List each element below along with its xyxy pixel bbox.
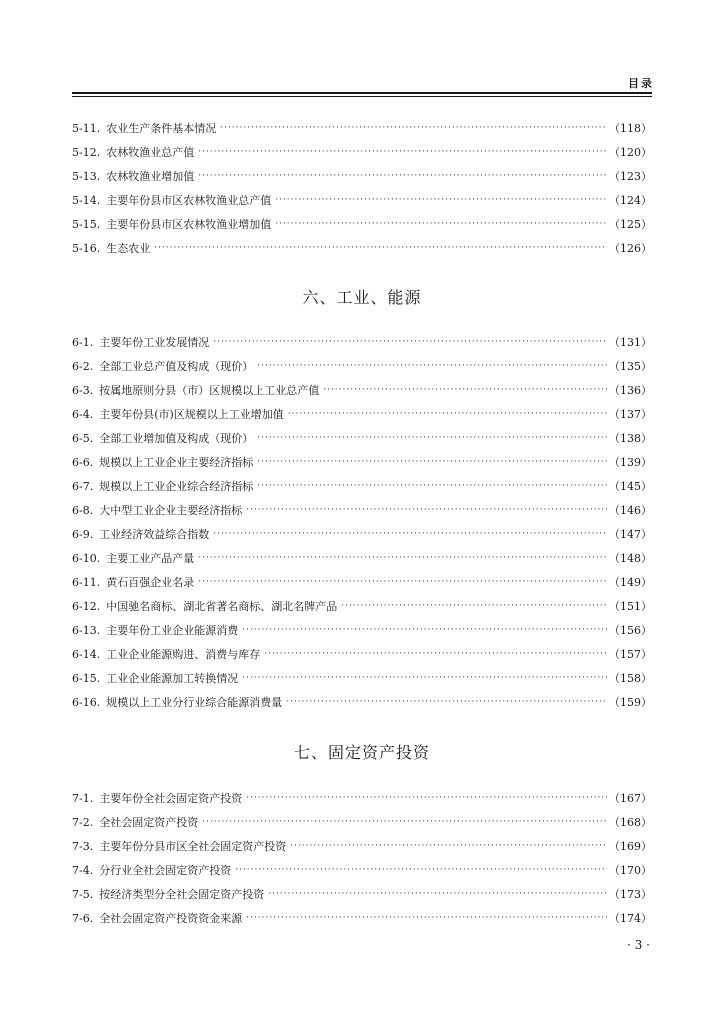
toc-entry-number: 6-11. <box>72 575 101 589</box>
toc-leader-dots <box>198 553 607 563</box>
toc-entry-number: 6-13. <box>72 623 101 637</box>
toc-leader-dots <box>242 625 607 635</box>
toc-entry[interactable] <box>72 810 652 834</box>
toc-entry-number: 6-4. <box>72 407 94 421</box>
toc-entry-title: 全部工业增加值及构成（现价） <box>99 432 254 445</box>
toc-entry[interactable] <box>72 642 652 666</box>
toc-entry-page: （173） <box>609 888 652 901</box>
toc-entry[interactable] <box>72 570 652 594</box>
header-label: 目录 <box>628 77 654 90</box>
toc-entry-page: （169） <box>609 840 652 853</box>
toc-entry-title: 大中型工业企业主要经济指标 <box>99 504 243 517</box>
toc-entry-title: 规模以上工业分行业综合能源消费量 <box>106 696 283 709</box>
toc-entry[interactable] <box>72 786 652 810</box>
toc-leader-dots <box>341 601 607 611</box>
toc-leader-dots <box>198 577 607 587</box>
toc-leader-dots <box>246 793 607 803</box>
toc-leader-dots <box>290 841 607 851</box>
toc-entry-page: （139） <box>609 456 652 469</box>
toc-entry-page: （146） <box>609 504 652 517</box>
toc-leader-dots <box>264 649 607 659</box>
toc-leader-dots <box>288 409 607 419</box>
toc-entry-page: （147） <box>609 528 652 541</box>
toc-entry-number: 7-6. <box>72 911 94 925</box>
toc-entry[interactable] <box>72 426 652 450</box>
toc-leader-dots <box>198 147 607 157</box>
toc-leader-dots <box>257 361 607 371</box>
toc-entry-page: （145） <box>609 480 652 493</box>
toc-entry-number: 6-8. <box>72 503 94 517</box>
toc-entry-page: （138） <box>609 432 652 445</box>
toc-entry-number: 6-9. <box>72 527 94 541</box>
toc-entry-number: 7-4. <box>72 863 94 877</box>
toc-entry[interactable] <box>72 378 652 402</box>
toc-entry-page: （159） <box>609 696 652 709</box>
toc-entry-page: （148） <box>609 552 652 565</box>
toc-entry-title: 规模以上工业企业主要经济指标 <box>99 456 254 469</box>
toc-entry-number: 7-5. <box>72 887 94 901</box>
toc-section-6 <box>72 330 652 714</box>
toc-entry-title: 工业企业能源购进、消费与库存 <box>106 648 261 661</box>
toc-entry-page: （174） <box>609 912 652 925</box>
toc-leader-dots <box>286 697 607 707</box>
toc-section-7 <box>72 786 652 930</box>
toc-entry-number: 7-2. <box>72 815 94 829</box>
toc-leader-dots <box>213 337 607 347</box>
toc-entry-title: 按经济类型分全社会固定资产投资 <box>99 888 265 901</box>
toc-entry-number: 5-11. <box>72 121 101 135</box>
toc-entry[interactable] <box>72 690 652 714</box>
toc-leader-dots <box>235 865 607 875</box>
toc-entry-title: 黄石百强企业名录 <box>106 576 195 589</box>
toc-entry-page: （125） <box>609 218 652 231</box>
toc-entry-page: （123） <box>609 170 652 183</box>
toc-entry-title: 主要年份工业企业能源消费 <box>106 624 239 637</box>
toc-entry-title: 全社会固定资产投资 <box>99 816 199 829</box>
toc-section-5 <box>72 116 652 260</box>
toc-entry-number: 6-5. <box>72 431 94 445</box>
toc-leader-dots <box>154 243 607 253</box>
toc-entry-title: 工业经济效益综合指数 <box>99 528 210 541</box>
toc-entry[interactable] <box>72 882 652 906</box>
toc-entry-number: 6-12. <box>72 599 101 613</box>
toc-entry-number: 6-6. <box>72 455 94 469</box>
toc-entry-page: （158） <box>609 672 652 685</box>
toc-entry-page: （151） <box>609 600 652 613</box>
toc-leader-dots <box>257 481 607 491</box>
toc-leader-dots <box>246 505 607 515</box>
toc-entry[interactable] <box>72 834 652 858</box>
toc-entry-number: 6-16. <box>72 695 101 709</box>
toc-entry[interactable] <box>72 140 652 164</box>
page-number: · 3 · <box>627 938 650 952</box>
toc-entry-number: 6-10. <box>72 551 101 565</box>
toc-entry[interactable] <box>72 212 652 236</box>
toc-leader-dots <box>275 195 607 205</box>
toc-entry-number: 6-3. <box>72 383 94 397</box>
toc-entry-title: 生态农业 <box>106 242 151 255</box>
toc-entry[interactable] <box>72 906 652 930</box>
toc-entry[interactable] <box>72 618 652 642</box>
toc-entry-page: （137） <box>609 408 652 421</box>
toc-entry-number: 6-15. <box>72 671 101 685</box>
toc-entry-title: 按属地原则分县（市）区规模以上工业总产值 <box>99 384 320 397</box>
toc-entry-title: 规模以上工业企业综合经济指标 <box>99 480 254 493</box>
toc-entry[interactable] <box>72 546 652 570</box>
toc-entry-page: （131） <box>609 336 652 349</box>
toc-entry-page: （120） <box>609 146 652 159</box>
toc-entry-title: 分行业全社会固定资产投资 <box>99 864 232 877</box>
toc-leader-dots <box>323 385 607 395</box>
toc-entry-title: 主要年份县(市)区规模以上工业增加值 <box>99 408 284 421</box>
toc-entry[interactable] <box>72 188 652 212</box>
toc-entry-title: 中国驰名商标、湖北省著名商标、湖北名牌产品 <box>106 600 338 613</box>
toc-entry-number: 6-14. <box>72 647 101 661</box>
toc-entry-page: （168） <box>609 816 652 829</box>
toc-entry[interactable] <box>72 474 652 498</box>
toc-leader-dots <box>242 673 607 683</box>
toc-entry-title: 主要年份工业发展情况 <box>99 336 210 349</box>
toc-entry-number: 5-12. <box>72 145 101 159</box>
toc-leader-dots <box>198 171 607 181</box>
toc-entry-number: 7-3. <box>72 839 94 853</box>
toc-entry-page: （156） <box>609 624 652 637</box>
toc-entry-page: （118） <box>609 122 652 135</box>
toc-entry-page: （124） <box>609 194 652 207</box>
toc-entry-number: 5-14. <box>72 193 101 207</box>
toc-entry[interactable] <box>72 402 652 426</box>
toc-entry-title: 主要年份县市区农林牧渔业总产值 <box>106 194 272 207</box>
toc-entry-title: 全社会固定资产投资资金来源 <box>99 912 243 925</box>
toc-entry-number: 5-13. <box>72 169 101 183</box>
toc-leader-dots <box>268 889 607 899</box>
toc-entry-page: （149） <box>609 576 652 589</box>
toc-entry[interactable] <box>72 666 652 690</box>
toc-entry-number: 5-15. <box>72 217 101 231</box>
toc-entry[interactable] <box>72 354 652 378</box>
toc-entry-page: （135） <box>609 360 652 373</box>
toc-entry-page: （136） <box>609 384 652 397</box>
toc-leader-dots <box>257 433 607 443</box>
section-heading-industry: 六、工业、能源 <box>302 288 422 307</box>
toc-entry[interactable] <box>72 858 652 882</box>
toc-entry-number: 6-7. <box>72 479 94 493</box>
toc-entry-number: 6-1. <box>72 335 94 349</box>
toc-entry-page: （167） <box>609 792 652 805</box>
toc-entry-title: 工业企业能源加工转换情况 <box>106 672 239 685</box>
toc-leader-dots <box>202 817 607 827</box>
toc-entry-title: 农林牧渔业增加值 <box>106 170 195 183</box>
toc-entry[interactable] <box>72 236 652 260</box>
toc-entry-number: 6-2. <box>72 359 94 373</box>
toc-entry-title: 主要年份县市区农林牧渔业增加值 <box>106 218 272 231</box>
toc-entry-number: 5-16. <box>72 241 101 255</box>
toc-entry[interactable] <box>72 330 652 354</box>
toc-entry-page: （126） <box>609 242 652 255</box>
toc-entry[interactable] <box>72 450 652 474</box>
toc-entry[interactable] <box>72 498 652 522</box>
toc-entry-page: （170） <box>609 864 652 877</box>
header-rule-thin <box>72 96 652 97</box>
toc-entry-title: 农业生产条件基本情况 <box>106 122 217 135</box>
toc-leader-dots <box>257 457 607 467</box>
toc-entry[interactable] <box>72 164 652 188</box>
section-heading-fixed-asset-investment: 七、固定资产投资 <box>293 743 430 762</box>
toc-entry-number: 7-1. <box>72 791 94 805</box>
toc-entry-title: 主要年份分县市区全社会固定资产投资 <box>99 840 287 853</box>
toc-entry-title: 主要工业产品产量 <box>106 552 195 565</box>
toc-entry-title: 主要年份全社会固定资产投资 <box>99 792 243 805</box>
toc-leader-dots <box>246 913 607 923</box>
header-rule-thick <box>72 92 652 94</box>
toc-entry-page: （157） <box>609 648 652 661</box>
toc-leader-dots <box>220 123 607 133</box>
toc-leader-dots <box>275 219 607 229</box>
toc-entry[interactable] <box>72 522 652 546</box>
toc-entry-title: 农林牧渔业总产值 <box>106 146 195 159</box>
toc-entry-title: 全部工业总产值及构成（现价） <box>99 360 254 373</box>
toc-leader-dots <box>213 529 607 539</box>
toc-entry[interactable] <box>72 116 652 140</box>
toc-entry[interactable] <box>72 594 652 618</box>
